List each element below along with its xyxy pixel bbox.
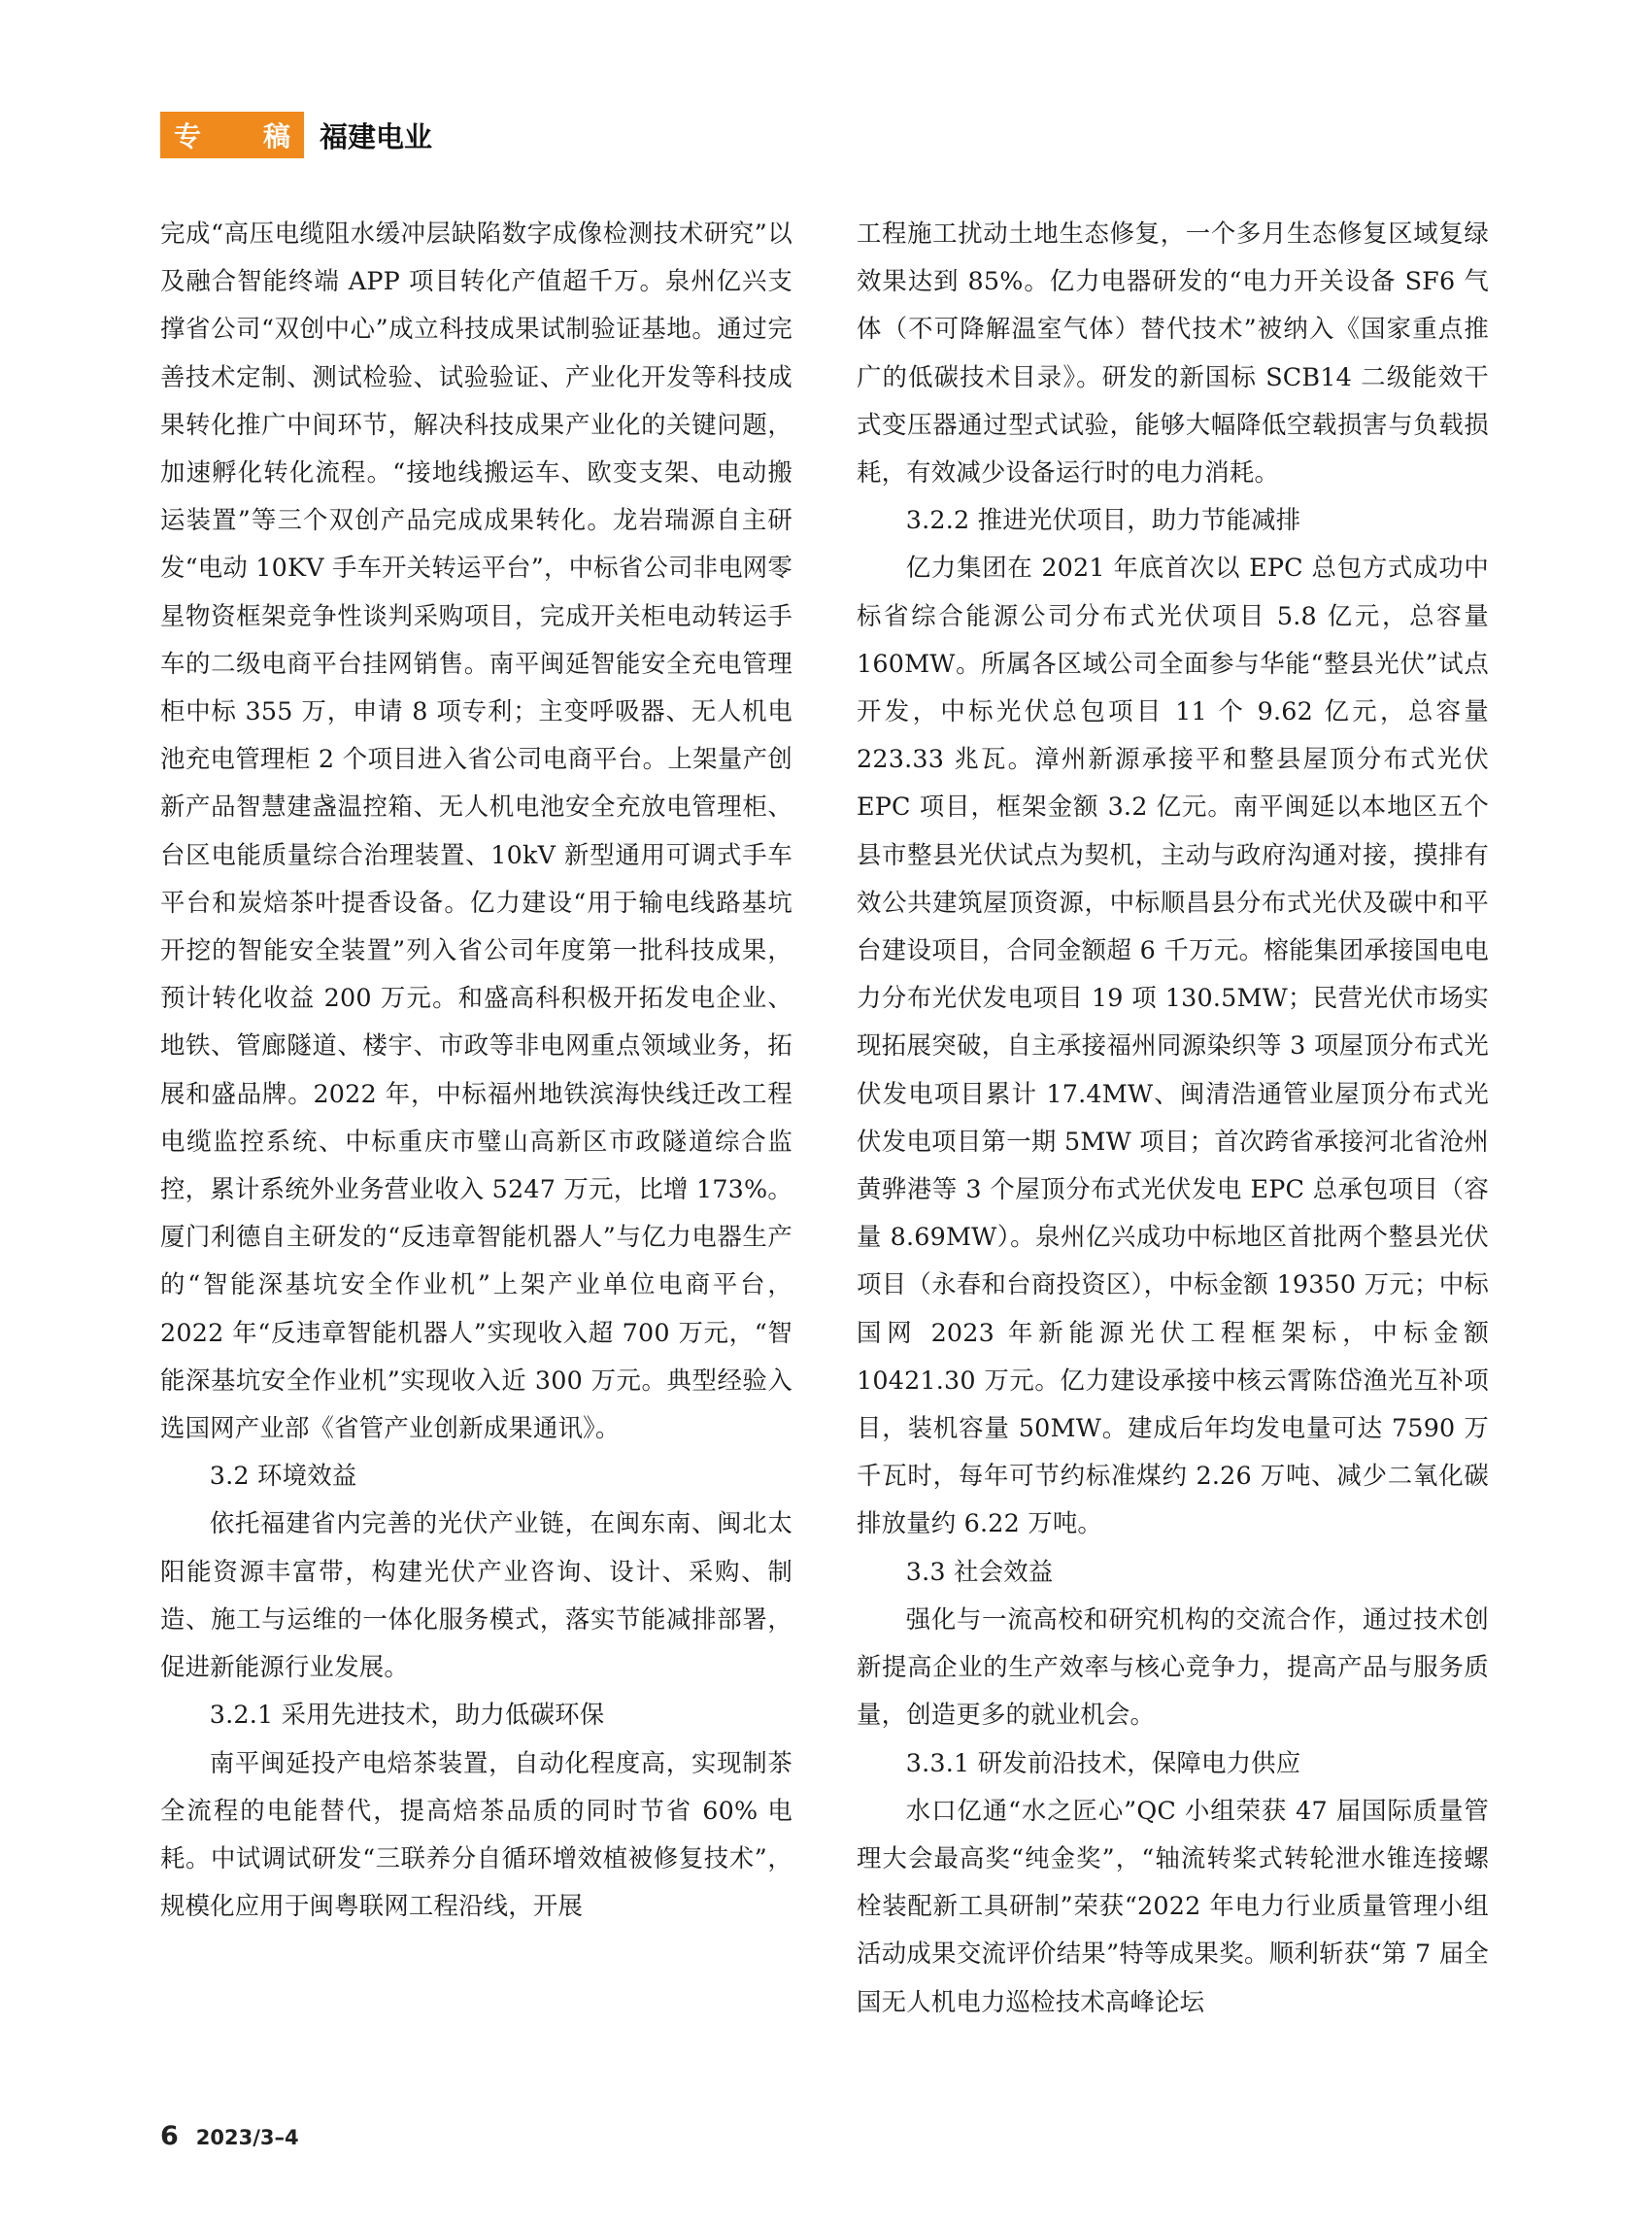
section-heading-3-3: 3.3 社会效益 (905, 1556, 1054, 1586)
issue-label: 2023/3–4 (195, 2126, 299, 2149)
right-column (857, 210, 1489, 2045)
right-paragraph-1: 工程施工扰动土地生态修复，一个多月生态修复区域复绿效果达到 85%。亿力电器研发的“电力开关设备 SF6 气体（不可降解温室气体）替代技术”被纳入《国家重点推广的低碳技术目录》。研发的新国标 SCB14 二级能效干式变压器通过型式试验，能够大幅降低空载损害与负载损耗，有效减少设备运行时的电力消耗。 (857, 219, 1489, 488)
section-heading-3-2-2: 3.2.2 推进光伏项目，助力节能减排 (905, 505, 1301, 535)
section-heading-3-2: 3.2 环境效益 (209, 1461, 357, 1491)
right-paragraph-2: 亿力集团在 2021 年底首次以 EPC 总包方式成功中标省综合能源公司分布式光伏项目 5.8 亿元，总容量 160MW。所属各区域公司全面参与华能“整县光伏”试点开发，中标光伏总包项目 11 个 9.62 亿元，总容量 223.33 兆瓦。漳州新源承接平和整县屋顶分布式光伏 EPC 项目，框架金额 3.2 亿元。南平闽延以本地区五个县市整县光伏试点为契机，主动与政府沟通对接，摸排有效公共建筑屋顶资源，中标顺昌县分布式光伏及碳中和平台建设项目，合同金额超 6 千万元。榕能集团承接国电电力分布光伏发电项目 19 项 130.5MW；民营光伏市场实现拓展突破，自主承接福州同源染织等 3 项屋顶分布式光伏发电项目累计 17.4MW、闽清浩通管业屋顶分布式光伏发电项目第一期 5MW 项目；首次跨省承接河北省沧州黄骅港等 3 个屋顶分布式光伏发电 EPC 总承包项目（容量 8.69MW）。泉州亿兴成功中标地区首批两个整县光伏项目（永春和台商投资区），中标金额 19350 万元；中标国网 2023 年新能源光伏工程框架标，中标金额 10421.30 万元。亿力建设承接中核云霄陈岱渔光互补项目，装机容量 50MW。建成后年均发电量可达 7590 万千瓦时，每年可节约标准煤约 2.26 万吨、减少二氧化碳排放量约 6.22 万吨。 (857, 553, 1489, 1538)
section-tag (160, 112, 304, 158)
page-number: 6 (160, 2121, 179, 2151)
page-footer (160, 2121, 299, 2151)
right-paragraph-4: 水口亿通“水之匠心”QC 小组荣获 47 届国际质量管理大会最高奖“纯金奖”，“轴流转桨式转轮泄水锥连接螺栓装配新工具研制”荣获“2022 年电力行业质量管理小组活动成果交流评价结果”特等成果奖。顺利斩获“第 7 届全国无人机电力巡检技术高峰论坛 (857, 1795, 1489, 2016)
magazine-title: 福建电业 (320, 119, 433, 153)
right-paragraph-3: 强化与一流高校和研究机构的交流合作，通过技术创新提高企业的生产效率与核心竞争力，提高产品与服务质量，创造更多的就业机会。 (857, 1603, 1489, 1730)
section-heading-3-2-1: 3.2.1 采用先进技术，助力低碳环保 (209, 1700, 605, 1730)
section-heading-3-3-1: 3.3.1 研发前沿技术，保障电力供应 (905, 1747, 1301, 1777)
left-paragraph-2: 依托福建省内完善的光伏产业链，在闽东南、闽北太阳能资源丰富带，构建光伏产业咨询、设计、采购、制造、施工与运维的一体化服务模式，落实节能减排部署，促进新能源行业发展。 (160, 1508, 792, 1682)
section-header (160, 112, 432, 158)
left-paragraph-3: 南平闽延投产电焙茶装置，自动化程度高，实现制茶全流程的电能替代，提高焙茶品质的同时节省 60% 电耗。中试调试研发“三联养分自循环增效植被修复技术”，规模化应用于闽粤联网工程沿线，开展 (160, 1747, 792, 1921)
left-column (160, 210, 792, 2045)
section-tag-char-1: 专 (174, 120, 202, 152)
left-paragraph-1: 完成“高压电缆阻水缓冲层缺陷数字成像检测技术研究”以及融合智能终端 APP 项目转化产值超千万。泉州亿兴支撑省公司“双创中心”成立科技成果试制验证基地。通过完善技术定制、测试检验、试验验证、产业化开发等科技成果转化推广中间环节，解决科技成果产业化的关键问题，加速孵化转化流程。“接地线搬运车、欧变支架、电动搬运装置”等三个双创产品完成成果转化。龙岩瑞源自主研发“电动 10KV 手车开关转运平台”，中标省公司非电网零星物资框架竞争性谈判采购项目，完成开关柜电动转运手车的二级电商平台挂网销售。南平闽延智能安全充电管理柜中标 355 万，申请 8 项专利；主变呼吸器、无人机电池充电管理柜 2 个项目进入省公司电商平台。上架量产创新产品智慧建盏温控箱、无人机电池安全充放电管理柜、台区电能质量综合治理装置、10kV 新型通用可调式手车平台和炭焙茶叶提香设备。亿力建设“用于输电线路基坑开挖的智能安全装置”列入省公司年度第一批科技成果，预计转化收益 200 万元。和盛高科积极开拓发电企业、地铁、管廊隧道、楼宇、市政等非电网重点领域业务，拓展和盛品牌。2022 年，中标福州地铁滨海快线迁改工程电缆监控系统、中标重庆市璧山高新区市政隧道综合监控，累计系统外业务营业收入 5247 万元，比增 173%。厦门利德自主研发的“反违章智能机器人”与亿力电器生产的“智能深基坑安全作业机”上架产业单位电商平台，2022 年“反违章智能机器人”实现收入超 700 万元，“智能深基坑安全作业机”实现收入近 300 万元。典型经验入选国网产业部《省管产业创新成果通讯》。 (160, 219, 792, 1443)
section-tag-char-2: 稿 (262, 120, 290, 152)
